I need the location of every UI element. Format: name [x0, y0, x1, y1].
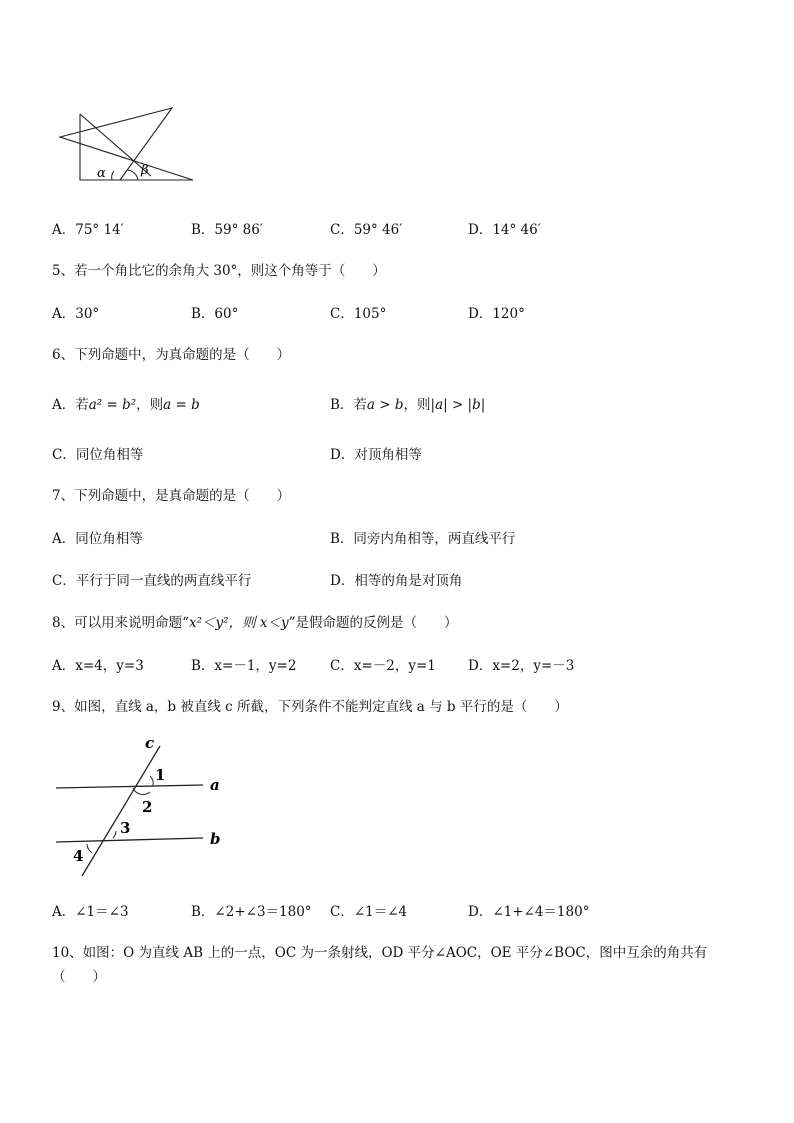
q6-a-math2: a = b: [163, 397, 200, 413]
q8-option-c[interactable]: C．x=－2，y=1: [330, 658, 436, 674]
q8-stem-math: x²＜y²，则 x＜y: [189, 615, 289, 631]
q5-option-c[interactable]: C．105°: [330, 306, 387, 322]
q5-option-b[interactable]: B．60°: [191, 306, 239, 322]
q6-b-mid: ，则: [403, 397, 431, 413]
angle-1-label: 1: [155, 766, 166, 784]
q6-b-prefix: B．若: [330, 397, 367, 413]
q8-option-b[interactable]: B．x=－1，y=2: [191, 658, 297, 674]
q9-option-c[interactable]: C．∠1＝∠4: [330, 904, 408, 920]
q6-a-mid: ，则: [136, 397, 164, 413]
q10-stem: 10、如图：O 为直线 AB 上的一点，OC 为一条射线，OD 平分∠AOC，OE 平分∠BOC，图中互余的角共有: [52, 945, 708, 961]
q5-option-d[interactable]: D．120°: [468, 306, 525, 322]
q9-option-b[interactable]: B．∠2+∠3＝180°: [191, 904, 312, 920]
alpha-label: α: [97, 166, 106, 181]
q6-option-b[interactable]: [330, 396, 485, 414]
q8-stem: [52, 614, 458, 632]
q6-b-math2: |a| > |b|: [430, 397, 486, 413]
angle-2-label: 2: [142, 798, 153, 816]
q8-option-a[interactable]: A．x=4，y=3: [52, 658, 144, 674]
beta-label: β: [141, 163, 149, 178]
q6-b-math: a > b: [366, 397, 404, 413]
q5-stem: 5、若一个角比它的余角大 30°，则这个角等于（ ）: [52, 263, 386, 279]
q9-option-d[interactable]: D．∠1+∠4＝180°: [468, 904, 590, 920]
angle-3-label: 3: [120, 819, 131, 837]
q6-stem: 6、下列命题中，为真命题的是（ ）: [52, 347, 291, 363]
q5-option-a[interactable]: A．30°: [52, 306, 100, 322]
q10-stem-cont: （ ）: [52, 969, 106, 985]
q7-option-d[interactable]: D．相等的角是对顶角: [330, 573, 463, 589]
q6-option-d[interactable]: D．对顶角相等: [330, 447, 422, 463]
q4-option-d[interactable]: D．14° 46′: [468, 222, 541, 238]
triangle-figure: [0, 0, 794, 200]
parallel-lines-figure: [0, 730, 794, 890]
q6-option-c[interactable]: C．同位角相等: [52, 447, 144, 463]
q9-stem: 9、如图，直线 a，b 被直线 c 所截，下列条件不能判定直线 a 与 b 平行的是（ ）: [52, 699, 568, 715]
q6-option-a[interactable]: [52, 396, 200, 414]
q7-option-a[interactable]: A．同位角相等: [52, 531, 143, 547]
q7-option-b[interactable]: B．同旁内角相等，两直线平行: [330, 531, 516, 547]
q6-a-prefix: A．若: [52, 397, 89, 413]
q4-option-b[interactable]: B．59° 86′: [191, 222, 263, 238]
q4-option-a[interactable]: A．75° 14′: [52, 222, 124, 238]
q6-a-math: a² = b²: [88, 397, 137, 413]
q8-stem-a: 8、可以用来说明命题“: [52, 615, 189, 631]
line-a-label: a: [210, 776, 220, 794]
q8-option-d[interactable]: D．x=2，y=－3: [468, 658, 575, 674]
q7-option-c[interactable]: C．平行于同一直线的两直线平行: [52, 573, 252, 589]
line-b-label: b: [210, 830, 221, 848]
q4-option-c[interactable]: C．59° 46′: [330, 222, 403, 238]
angle-4-label: 4: [73, 847, 84, 865]
q7-stem: 7、下列命题中，是真命题的是（ ）: [52, 488, 291, 504]
q8-stem-b: ”是假命题的反例是（ ）: [288, 615, 458, 631]
line-c-label: c: [145, 734, 155, 752]
q9-option-a[interactable]: A．∠1＝∠3: [52, 904, 129, 920]
